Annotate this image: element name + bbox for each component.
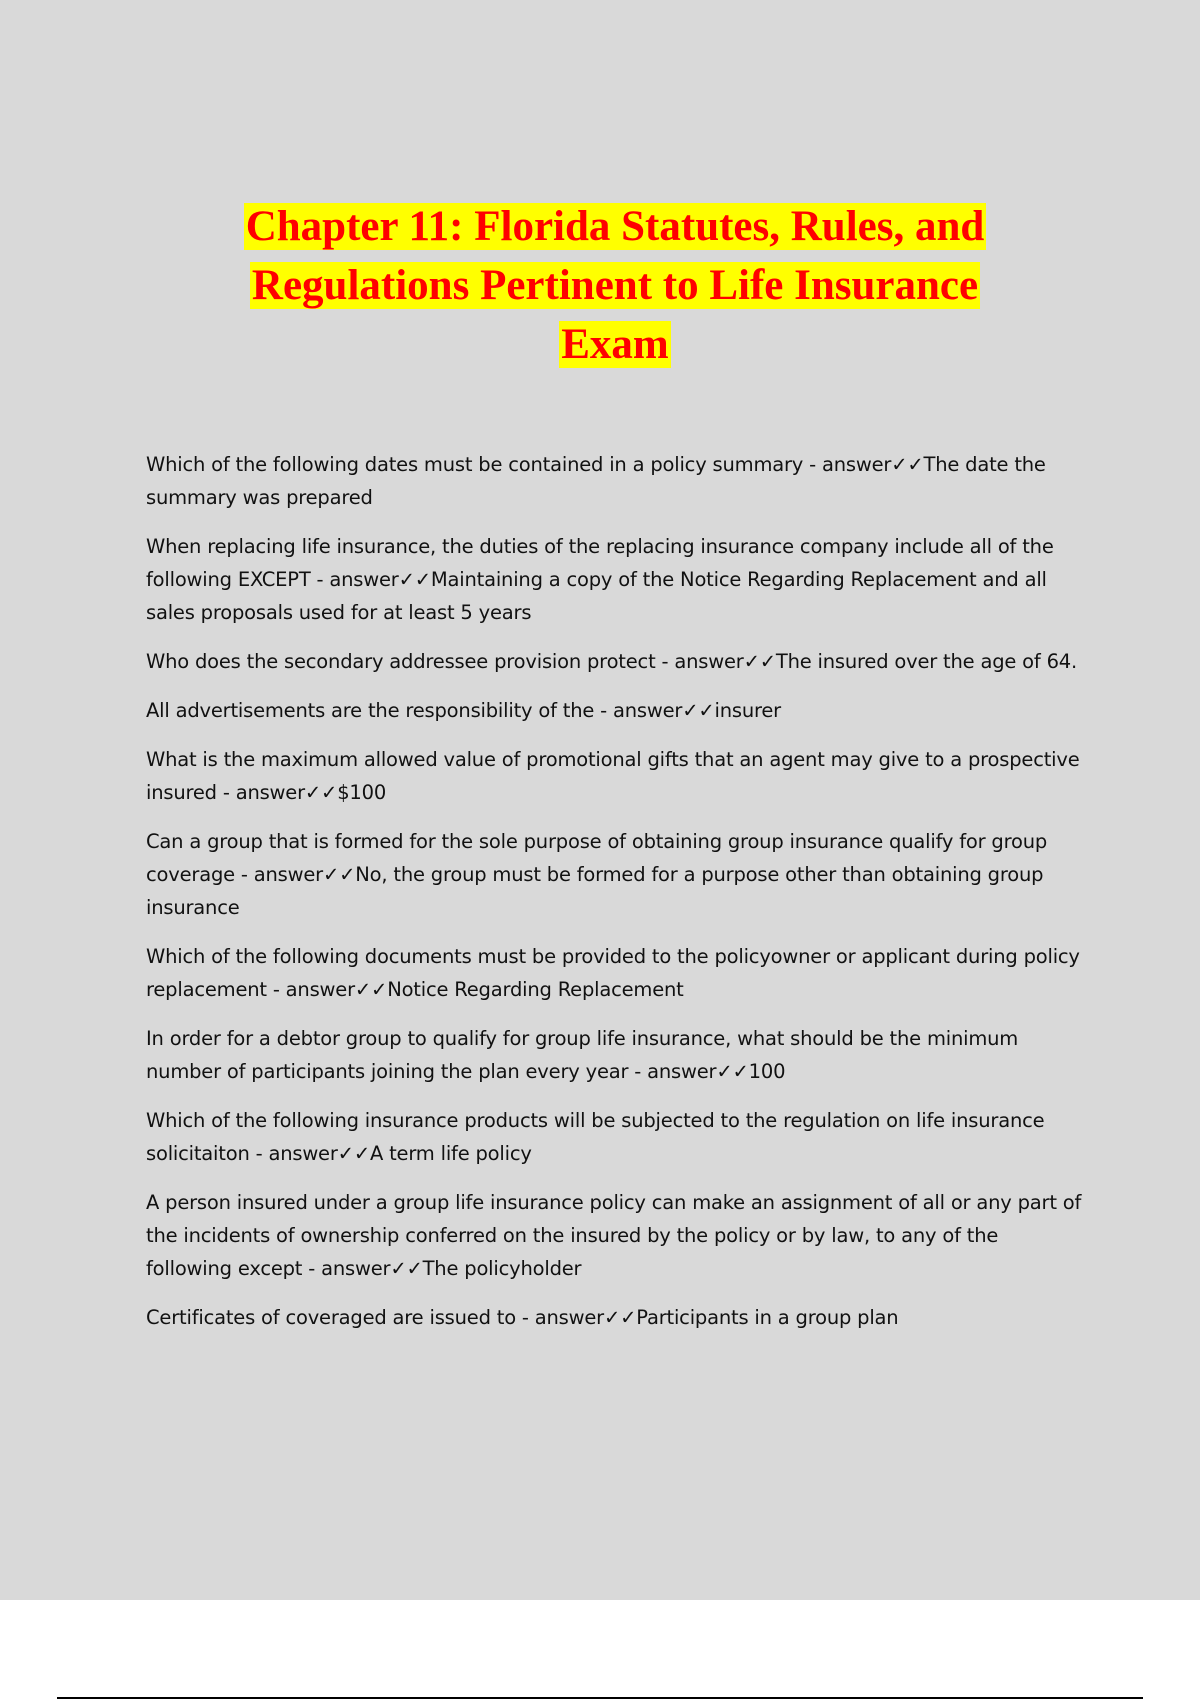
- qa-item: Who does the secondary addressee provision protect - answer✓✓The insured over the age of 64.: [146, 650, 1077, 673]
- page-title: [150, 197, 1080, 374]
- qa-item: When replacing life insurance, the duties of the replacing insurance company include all of the following EXCEPT - answer✓✓Maintaining a copy of the Notice Regarding Replacement and all sales proposals used for at least 5 years: [146, 535, 1054, 624]
- qa-item: What is the maximum allowed value of promotional gifts that an agent may give to a prospective insured - answer✓✓$100: [146, 748, 1080, 804]
- qa-item: Certificates of coveraged are issued to - answer✓✓Participants in a group plan: [146, 1306, 899, 1329]
- title-line-3: Exam: [561, 320, 669, 368]
- qa-list: [146, 448, 1086, 1350]
- qa-item: Which of the following documents must be provided to the policyowner or applicant during policy replacement - answer✓✓Notice Regarding Replacement: [146, 945, 1080, 1001]
- qa-item: A person insured under a group life insurance policy can make an assignment of all or any part of the incidents of ownership conferred on the insured by the policy or by law, to any of the following except - answer✓✓The policyholder: [146, 1191, 1082, 1280]
- title-line-1: Chapter 11: Florida Statutes, Rules, and: [245, 202, 985, 250]
- qa-item: In order for a debtor group to qualify for group life insurance, what should be the minimum number of participants joining the plan every year - answer✓✓100: [146, 1027, 1019, 1083]
- qa-item: Which of the following dates must be contained in a policy summary - answer✓✓The date the summary was prepared: [146, 453, 1046, 509]
- qa-item: All advertisements are the responsibility of the - answer✓✓insurer: [146, 699, 782, 722]
- qa-item: Which of the following insurance products will be subjected to the regulation on life insurance solicitaiton - answer✓✓A term life policy: [146, 1109, 1045, 1165]
- title-line-2: Regulations Pertinent to Life Insurance: [251, 261, 979, 309]
- footer-divider: [57, 1697, 1143, 1699]
- qa-item: Can a group that is formed for the sole purpose of obtaining group insurance qualify for group coverage - answer✓✓No, the group must be formed for a purpose other than obtaining group insurance: [146, 830, 1048, 919]
